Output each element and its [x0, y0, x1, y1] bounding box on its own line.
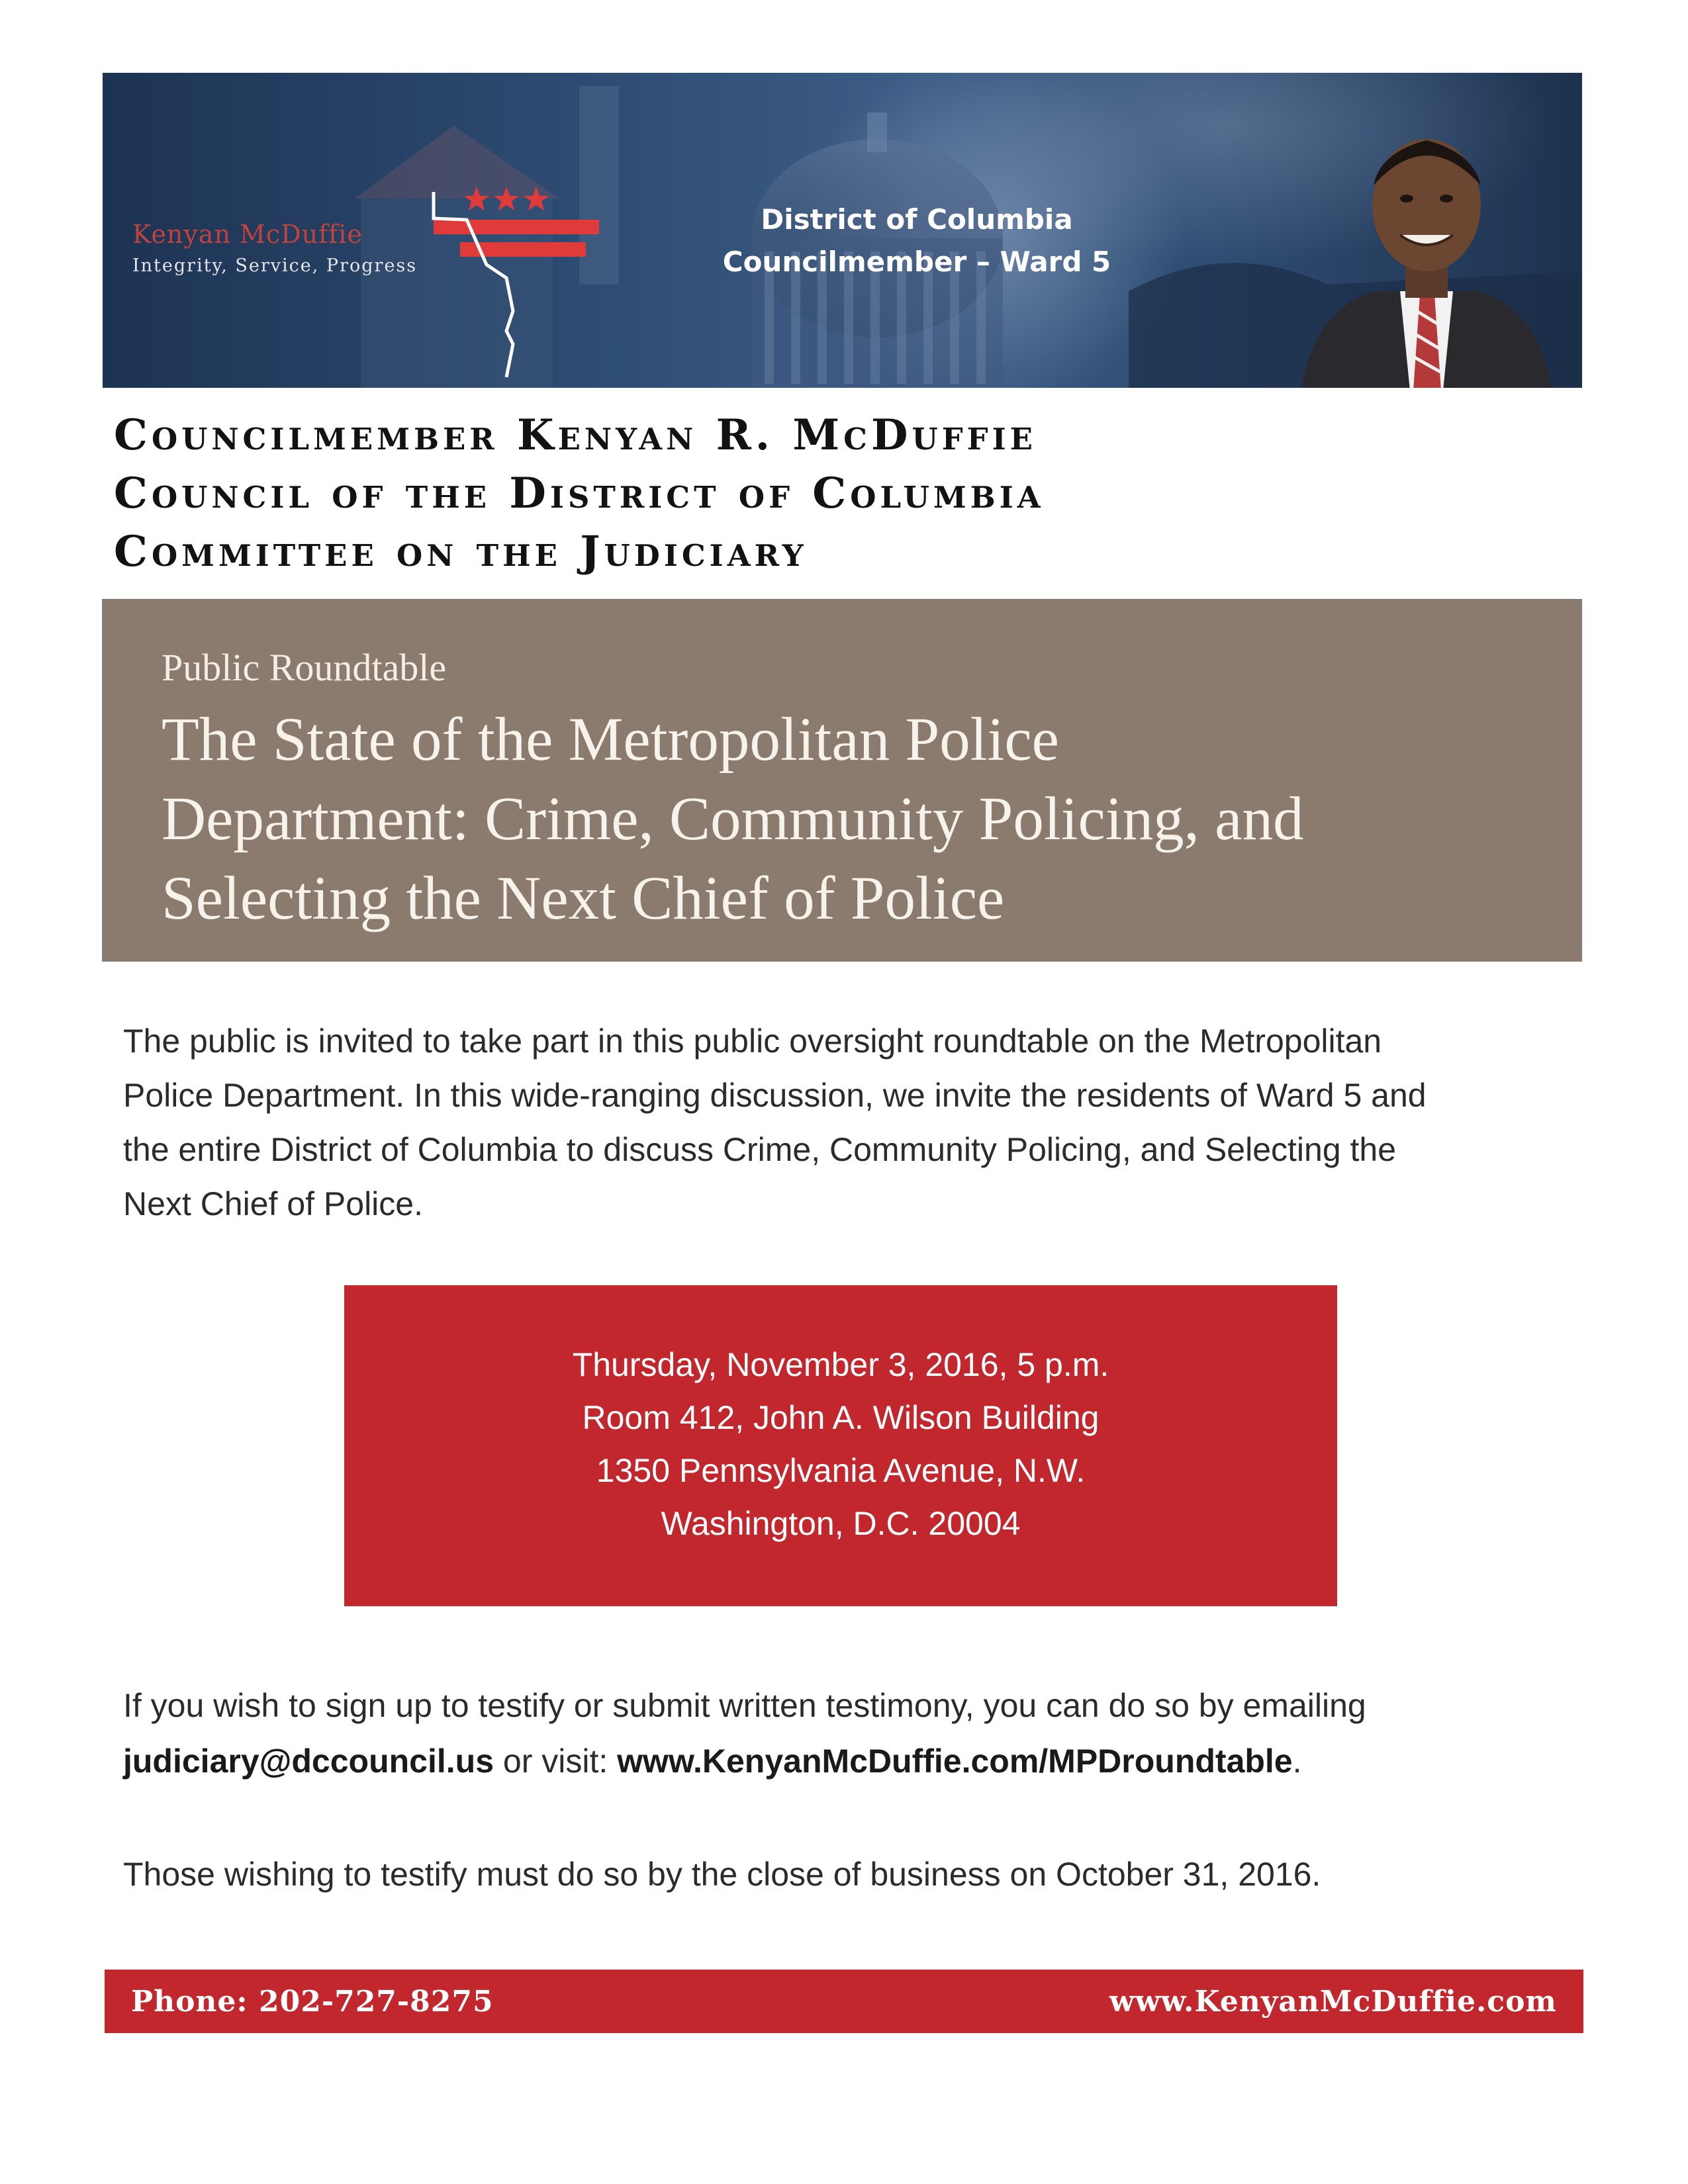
intro-line-3: the entire District of Columbia to discuss Crime, Community Policing, and Selecting the	[123, 1131, 1397, 1168]
councilmember-portrait	[1288, 113, 1566, 388]
signup-period: .	[1292, 1743, 1302, 1780]
district-title	[718, 199, 1115, 283]
deadline-text: Those wishing to testify must do so by the close of business on October 31, 2016.	[123, 1856, 1321, 1893]
heading-line-1: Councilmember Kenyan R. McDuffie	[114, 410, 1037, 460]
district-line-2: Councilmember – Ward 5	[722, 246, 1111, 278]
title-kicker: Public Roundtable	[162, 646, 447, 689]
district-line-1: District of Columbia	[761, 203, 1073, 236]
event-details-box	[344, 1285, 1337, 1606]
footer-phone: Phone: 202-727-8275	[131, 1984, 494, 2019]
intro-line-4: Next Chief of Police.	[123, 1185, 423, 1222]
brand-name: Kenyan McDuffie	[132, 220, 363, 249]
title-line-1: The State of the Metropolitan Police	[162, 705, 1059, 774]
title-line-2: Department: Crime, Community Policing, and	[162, 785, 1304, 853]
heading-line-3: Committee on the Judiciary	[114, 527, 808, 576]
intro-paragraph	[123, 1014, 1579, 1231]
header-banner	[103, 73, 1582, 388]
event-room: Room 412, John A. Wilson Building	[582, 1399, 1100, 1436]
brand-tagline: Integrity, Service, Progress	[132, 255, 418, 276]
event-city: Washington, D.C. 20004	[661, 1505, 1021, 1542]
email-link[interactable]: judiciary@dccouncil.us	[123, 1743, 494, 1780]
roundtable-title-block	[102, 599, 1582, 962]
signup-line-2	[123, 1733, 1579, 1789]
heading-line-2: Council of the District of Columbia	[114, 469, 1045, 518]
brand-block	[132, 220, 417, 276]
title-main	[162, 700, 1523, 938]
footer-website-link[interactable]: www.KenyanMcDuffie.com	[1109, 1984, 1557, 2019]
event-street: 1350 Pennsylvania Avenue, N.W.	[596, 1452, 1086, 1489]
dc-flag-map-icon	[414, 179, 612, 388]
title-line-3: Selecting the Next Chief of Police	[162, 864, 1005, 933]
event-datetime: Thursday, November 3, 2016, 5 p.m.	[572, 1346, 1109, 1383]
signup-line-1: If you wish to sign up to testify or submit written testimony, you can do so by emailing	[123, 1687, 1366, 1724]
footer-bar	[105, 1970, 1583, 2033]
committee-heading	[114, 406, 1045, 581]
signup-paragraph	[123, 1678, 1579, 1789]
or-visit-text: or visit:	[494, 1743, 618, 1780]
intro-line-1: The public is invited to take part in this public oversight roundtable on the Metropolitan	[123, 1023, 1382, 1060]
roundtable-url-link[interactable]: www.KenyanMcDuffie.com/MPDroundtable	[617, 1743, 1293, 1780]
intro-line-2: Police Department. In this wide-ranging discussion, we invite the residents of Ward 5 and	[123, 1077, 1427, 1114]
